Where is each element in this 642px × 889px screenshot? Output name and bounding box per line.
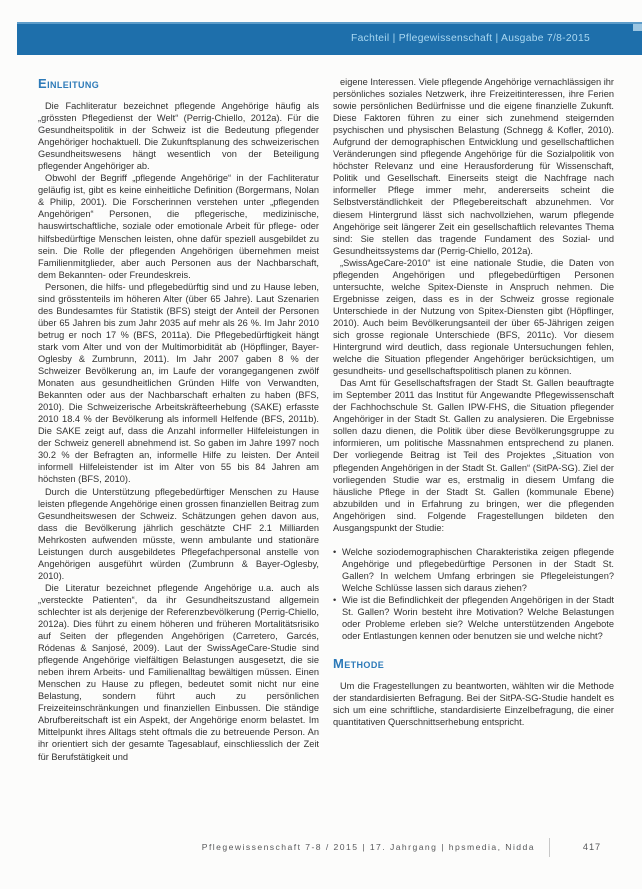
- list-item: [333, 594, 614, 642]
- header-bar: [17, 22, 642, 55]
- bullet-icon: •: [333, 546, 337, 557]
- research-question-list: [333, 546, 614, 642]
- paragraph: Das Amt für Gesellschaftsfragen der Stadt St. Gallen beauftragte im September 2011 das Institut für Angewandte Pflegewissenschaft der Fachhochschule St. Gallen IPW-FHS, die Situation pflegender Angehöriger in der Stadt St. Gallen zu analysieren. Die Ergebnisse sollen dazu dienen, die Politik über diese Bevölkerungsgruppe zu informieren, um politische Massnahmen entsprechend zu planen. Der vorliegende Beitrag ist Teil des Projektes „Situation von pflegenden Angehörigen in der Stadt St. Gallen“ (SitPA-SG). Ziel der vorliegenden Studie war es, erstmalig in diesem Umfang die häusliche Pflege in der Stadt St. Gallen (kommunale Ebene) abzubilden und in Erfahrung zu bringen, wer die pflegenden Angehörigen sind. Folgende Fragestellungen bildeten den Ausgangspunkt der Studie:: [333, 378, 614, 533]
- paragraph: Personen, die hilfs- und pflegebedürftig sind und zu Hause leben, sind grösstenteils im höheren Alter (über 65 Jahre). Laut Szenarien des Bundesamtes für Statistik (BFS) steigt der Anteil der Personen über 65 Jahren bis zum Jahr 2035 auf mehr als 26 %. Im Jahr 2010 betrug er noch 17 % (BFS, 2011a). Die Pflegebedürftigkeit hängt stark vom Alter und von der Multimorbidität ab (Höpflinger, Bayer-Oglesby & Zumbrunn, 2011). Im Jahr 2007 gaben 8 % der Schweizer Bevölkerung an, im Laufe der vorangegangenen zwölf Monaten aus gesundheitlichen Gründen Hilfe von Verwandten, Bekannten oder aus der Nachbarschaft erhalten zu haben (BFS, 2010). Die Schweizerische Arbeitskräfteerhebung (SAKE) erfasste 2010 18.4 % der Bevölkerung als informell Helfende (BFS, 2011b). Die SAKE zeigt auf, dass die Anzahl informeller Hilfeleistungen in der Schweiz generell abnehmend ist. So gaben im Jahre 1997 noch 30.2 % der Befragten an, informelle Hilfe zu leisten. Der Anteil informell Hilfeleistender ist im Alter von 55 bis 84 Jahren am höchsten (BFS, 2010).: [38, 281, 319, 485]
- paragraph: Die Fachliteratur bezeichnet pflegende Angehörige häufig als „grössten Pflegedienst der Welt“ (Perrig-Chiello, 2012a). Für die Gesundheitspolitik in der Schweiz ist die Bedeutung pflegender Angehöriger hochaktuell. Die Zukunftsplanung des schweizerischen Gesundheitswesens hängt wesentlich von der Beteiligung pflegender Angehöriger ab.: [38, 101, 319, 172]
- footer-page-number: 417: [582, 842, 602, 852]
- footer-journal-line: Pflegewissenschaft 7-8 / 2015 | 17. Jahrgang | hpsmedia, Nidda: [201, 842, 535, 852]
- section-heading-methode: Methode: [333, 656, 385, 672]
- question-text: Wie ist die Befindlichkeit der pflegenden Angehörigen in der Stadt St. Gallen? Worin besteht ihre Motivation? Welche Belastungen oder Probleme erleben sie? Welche unterstützenden Angebote oder Entlastungen kennen oder benutzen sie und welche nicht?: [342, 594, 614, 642]
- list-item: [333, 546, 614, 594]
- paragraph: Die Literatur bezeichnet pflegende Angehörige u.a. auch als „versteckte Patienten“, da ihr Gesundheitszustand allgemein schlechter ist als derjenige der Referenzbevölkerung (Perrig-Chiello, 2012a). Dies führt zu einem höheren und früheren Mortalitätsrisiko auf Seiten der pflegenden Angehörigen (Carretero, Garcés, Ródenas & Sanjosé, 2009). Laut der SwissAgeCare-Studie sind pflegende Angehörige vielfältigen Belastungen ausgesetzt, die sie neben ihrem Arbeits- und Familienalltag bewältigen müssen. Einen Menschen zu Hause zu pflegen, bedeutet somit nicht nur eine Belastung, sondern führt auch zu persönlichen Freizeiteinschränkungen und finanziellen Einbussen. Die ständige Abrufbereitschaft ist ein Aspekt, der Angehörige enorm belastet. Im Mittelpunkt ihres Alltags steht oftmals die zu betreuende Person. An ihr orientiert sich der gesamte Tagesablauf, einschliesslich der Zeit für Berufstätigkeit und: [38, 582, 319, 762]
- paragraph: eigene Interessen. Viele pflegende Angehörige vernachlässigen ihr persönliches soziales Netzwerk, ihre Freizeitinteressen, ihre Ferien sowie persönlichen Bedürfnisse und die eigene finanzielle Zukunft. Diese Faktoren führen zu einer sich zunehmend steigernden psychischen und physischen Belastung (Schnegg & Kofler, 2010). Aufgrund der demographischen Entwicklung und gesellschaftlichen Veränderungen sind pflegende Angehörige für die Sozialpolitik von höchster Relevanz und eine Herausforderung für Wissenschaft, Politik und Gesellschaft. Einerseits steigt die Nachfrage nach informeller Pflege immer mehr, andererseits scheint die Selbstverständlichkeit der Pflegebereitschaft abzunehmen. Vor diesem Hintergrund lässt sich nachvollziehen, warum pflegende Angehörige seit längerer Zeit ein gesellschaftlich relevantes Thema sind: Sie stellen das tragende Fundament des Sozial- und Gesundheitssystems dar (Perrig-Chiello, 2012a).: [333, 77, 614, 256]
- paragraph: „SwissAgeCare-2010“ ist eine nationale Studie, die Daten von pflegenden Angehörigen und pflegebedürftigen Personen untersuchte, welche Spitex-Dienste in Anspruch nehmen. Die Ergebnisse zeigen, dass es in der Schweiz grosse regionale Unterschiede in der Nutzung von Spitex-Diensten gibt (Höpflinger, 2010). Auch beim Bevölkerungsanteil der über 65-Jährigen zeigen sich grosse regionale Unterschiede (BFS, 2011c). Vor diesem Hintergrund wird deutlich, dass regionale Untersuchungen fehlen, welche die Situation pflegender Angehöriger berücksichtigen, um gesundheits- und gesellschaftspolitisch planen zu können.: [333, 257, 614, 377]
- question-text: Welche soziodemographischen Charakteristika zeigen pflegende Angehörige und pflegebedürftige Personen in der Stadt St. Gallen? In welchem Umfang erbringen sie Pflegeleistungen? Welche Schlüsse lassen sich daraus ziehen?: [342, 546, 614, 593]
- header-issue-text: Fachteil | Pflegewissenschaft | Ausgabe 7/8-2015: [351, 33, 590, 44]
- left-column: [38, 76, 319, 763]
- bullet-icon: •: [333, 594, 337, 605]
- header-corner-notch: [633, 24, 642, 31]
- section-heading-einleitung: Einleitung: [38, 76, 100, 91]
- page-footer: [0, 835, 642, 859]
- paragraph: Obwohl der Begriff „pflegende Angehörige“ in der Fachliteratur geläufig ist, gibt es keine einheitliche Definition (Borgermans, Nolan & Philip, 2001). Die Forscherinnen verstehen unter „pflegenden Angehörigen“ Personen, die pflegerische, medizinische, hauswirtschaftliche, soziale oder emotionale Arbeit für pflege- oder hilfsbedürftige Menschen leisten, ohne dafür speziell ausgebildet zu sein. Die Rolle der pflegenden Angehörigen übernehmen meist Familienmitglieder, aber auch Personen aus der Nachbarschaft, dem Bekannten- oder Freundeskreis.: [38, 173, 319, 280]
- article-body: [38, 76, 614, 763]
- paragraph: Durch die Unterstützung pflegebedürftiger Menschen zu Hause leisten pflegende Angehörige einen grossen finanziellen Beitrag zum Gesundheitswesen der Schweiz. Schätzungen gehen davon aus, dass die Bevölkerung jährlich geschätzte CHF 2.1 Milliarden Mehrkosten aufwenden müsste, wenn ambulante und stationäre Leistungen durch ausgebildetes Pflegefachpersonal anstelle von Angehörigen ausgeführt würden (Zumbrunn & Bayer-Oglesby, 2010).: [38, 486, 319, 581]
- right-column: [333, 76, 614, 728]
- paragraph: Um die Fragestellungen zu beantworten, wählten wir die Methode der standardisierten Befragung. Bei der SitPA-SG-Studie handelt es sich um eine schriftliche, standardisierte Einzelbefragung, die einer quantitativen Querschnittserhebung entspricht.: [333, 681, 614, 728]
- footer-divider: [549, 838, 550, 857]
